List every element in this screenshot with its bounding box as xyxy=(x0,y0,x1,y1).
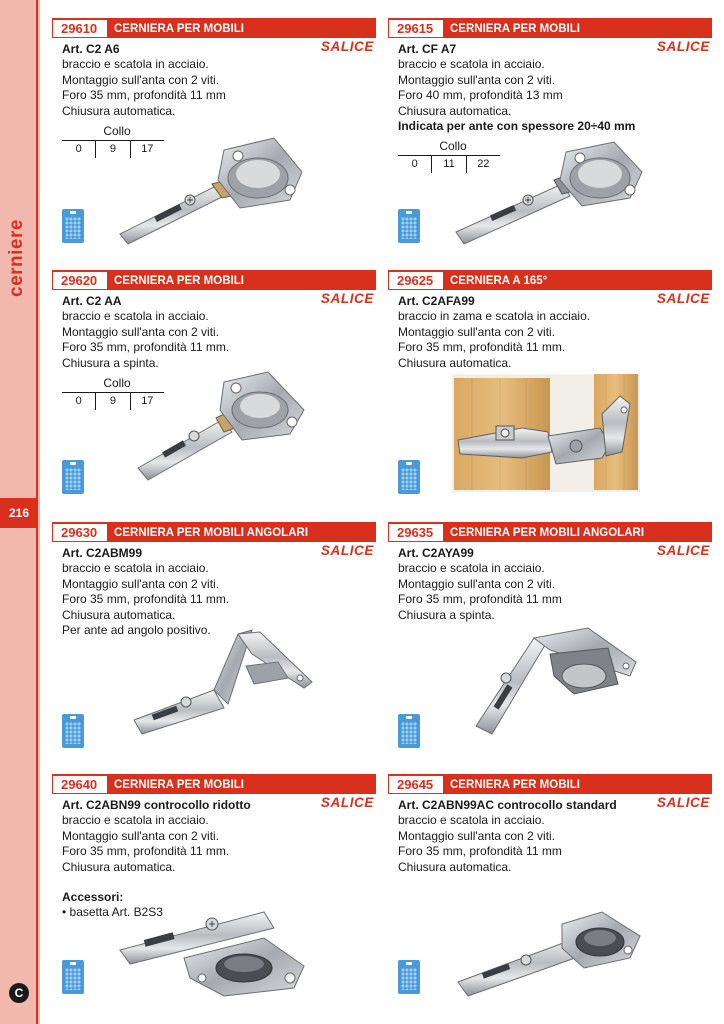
desc-line: Montaggio sull'anta con 2 viti. xyxy=(398,72,556,87)
blister-tag-icon xyxy=(62,209,84,243)
product-card-29635 xyxy=(388,522,712,754)
product-title: CERNIERA PER MOBILI ANGOLARI xyxy=(444,524,712,542)
desc-line: Foro 35 mm, profondità 11 mm. xyxy=(62,592,230,607)
product-description xyxy=(398,294,590,371)
collo-label: Collo xyxy=(103,124,131,138)
hinge-photo xyxy=(128,626,314,738)
blister-tag-icon xyxy=(398,714,420,748)
product-description xyxy=(62,294,229,371)
collo-value: 17 xyxy=(141,395,154,407)
product-title: CERNIERA PER MOBILI xyxy=(444,776,712,794)
brand-logo: SALICE xyxy=(656,291,710,306)
blister-tag-icon xyxy=(398,209,420,243)
article-number: Art. CF A7 xyxy=(398,42,457,56)
desc-line: Foro 35 mm, profondità 11 mm. xyxy=(62,844,230,859)
card-header xyxy=(388,18,712,38)
desc-line: Montaggio sull'anta con 2 viti. xyxy=(398,576,556,591)
collo-value: 17 xyxy=(141,143,154,155)
desc-line: Montaggio sull'anta con 2 viti. xyxy=(398,828,556,843)
usage-note: Indicata per ante con spessore 20÷40 mm xyxy=(398,119,636,134)
product-title: CERNIERA PER MOBILI xyxy=(108,776,376,794)
accessory-item: • basetta Art. B2S3 xyxy=(62,905,163,920)
desc-line: braccio e scatola in acciaio. xyxy=(62,813,209,828)
hinge-photo xyxy=(132,370,308,482)
desc-line: braccio e scatola in acciaio. xyxy=(398,57,545,72)
desc-line: Montaggio sull'anta con 2 viti. xyxy=(62,72,220,87)
card-header xyxy=(388,270,712,290)
card-header xyxy=(388,774,712,794)
product-card-29625 xyxy=(388,270,712,502)
desc-line: Chiusura automatica. xyxy=(62,103,176,118)
brand-logo: SALICE xyxy=(320,39,374,54)
hinge-on-wood-photo xyxy=(452,374,640,492)
product-code: 29615 xyxy=(388,20,444,38)
product-title: CERNIERA PER MOBILI ANGOLARI xyxy=(108,524,376,542)
brand-logo: SALICE xyxy=(320,291,374,306)
card-header xyxy=(388,522,712,542)
desc-line: Foro 35 mm, profondità 11 mm xyxy=(398,592,562,607)
blister-tag-icon xyxy=(62,714,84,748)
desc-line: braccio e scatola in acciaio. xyxy=(398,813,545,828)
desc-line: Per ante ad angolo positivo. xyxy=(62,623,211,638)
product-card-29645 xyxy=(388,774,712,1006)
collo-value: 22 xyxy=(477,158,490,170)
collo-value: 11 xyxy=(432,156,466,173)
brand-logo: SALICE xyxy=(656,543,710,558)
desc-line: Montaggio sull'anta con 2 viti. xyxy=(62,828,220,843)
collo-value: 9 xyxy=(96,393,130,410)
collo-label: Collo xyxy=(439,139,467,153)
accessories-title: Accessori: xyxy=(62,890,124,905)
desc-line: braccio e scatola in acciaio. xyxy=(62,309,209,324)
card-header xyxy=(52,774,376,794)
product-code: 29635 xyxy=(388,524,444,542)
product-title: CERNIERA A 165° xyxy=(444,272,712,290)
product-description xyxy=(398,546,562,623)
desc-line: Foro 35 mm, profondità 11 mm xyxy=(398,844,562,859)
desc-line: Montaggio sull'anta con 2 viti. xyxy=(62,576,220,591)
product-title: CERNIERA PER MOBILI xyxy=(108,272,376,290)
desc-line: Chiusura automatica. xyxy=(398,355,512,370)
desc-line: Chiusura automatica. xyxy=(62,859,176,874)
desc-line: Montaggio sull'anta con 2 viti. xyxy=(62,324,220,339)
product-card-29615 xyxy=(388,18,712,250)
article-number: Art. C2ABN99AC controcollo standard xyxy=(398,798,617,812)
page-number: 216 xyxy=(0,498,38,528)
product-card-29640 xyxy=(52,774,376,1006)
product-description xyxy=(398,798,617,875)
desc-line: Chiusura automatica. xyxy=(62,607,176,622)
hinge-photo xyxy=(452,910,644,1002)
brand-logo: SALICE xyxy=(656,795,710,810)
brand-logo: SALICE xyxy=(320,543,374,558)
product-card-29620 xyxy=(52,270,376,502)
product-code: 29625 xyxy=(388,272,444,290)
desc-line: Chiusura automatica. xyxy=(398,103,512,118)
product-code: 29620 xyxy=(52,272,108,290)
product-title: CERNIERA PER MOBILI xyxy=(444,20,712,38)
product-code: 29610 xyxy=(52,20,108,38)
card-header xyxy=(52,18,376,38)
desc-line: braccio e scatola in acciaio. xyxy=(62,57,209,72)
product-code: 29645 xyxy=(388,776,444,794)
desc-line: Chiusura a spinta. xyxy=(398,607,495,622)
desc-line: Chiusura automatica. xyxy=(398,859,512,874)
article-number: Art. C2ABN99 controcollo ridotto xyxy=(62,798,251,812)
section-label: cerniere xyxy=(6,219,27,297)
product-card-29630 xyxy=(52,522,376,754)
desc-line: Foro 40 mm, profondità 13 mm xyxy=(398,88,563,103)
card-header xyxy=(52,270,376,290)
product-description xyxy=(62,546,229,638)
collo-value: 0 xyxy=(62,393,96,410)
brand-logo: SALICE xyxy=(656,39,710,54)
product-title: CERNIERA PER MOBILI xyxy=(108,20,376,38)
collo-value: 9 xyxy=(96,141,130,158)
desc-line: Montaggio sull'anta con 2 viti. xyxy=(398,324,556,339)
desc-line: Foro 35 mm, profondità 11 mm xyxy=(62,88,226,103)
hinge-photo xyxy=(114,902,310,1002)
hinge-photo xyxy=(470,624,640,740)
collo-label: Collo xyxy=(103,376,131,390)
article-number: Art. C2AFA99 xyxy=(398,294,475,308)
product-code: 29640 xyxy=(52,776,108,794)
desc-line: braccio e scatola in acciaio. xyxy=(62,561,209,576)
desc-line: Foro 35 mm, profondità 11 mm. xyxy=(62,340,230,355)
hinge-photo xyxy=(450,140,646,246)
article-number: Art. C2AYA99 xyxy=(398,546,474,560)
blister-tag-icon xyxy=(62,960,84,994)
article-number: Art. C2 AA xyxy=(62,294,122,308)
blister-tag-icon xyxy=(62,460,84,494)
product-description xyxy=(62,42,226,119)
article-number: Art. C2ABM99 xyxy=(62,546,143,560)
publisher-logo-icon: C xyxy=(9,983,29,1003)
hinge-photo xyxy=(114,136,308,246)
collo-value: 0 xyxy=(398,156,432,173)
article-number: Art. C2 A6 xyxy=(62,42,120,56)
brand-logo: SALICE xyxy=(320,795,374,810)
desc-line: braccio e scatola in acciaio. xyxy=(398,561,545,576)
blister-tag-icon xyxy=(398,960,420,994)
desc-line: Chiusura a spinta. xyxy=(62,355,159,370)
blister-tag-icon xyxy=(398,460,420,494)
product-description xyxy=(398,42,635,134)
desc-line: Foro 35 mm, profondità 11 mm. xyxy=(398,340,566,355)
product-code: 29630 xyxy=(52,524,108,542)
collo-value: 0 xyxy=(62,141,96,158)
card-header xyxy=(52,522,376,542)
product-card-29610 xyxy=(52,18,376,250)
desc-line: braccio in zama e scatola in acciaio. xyxy=(398,309,591,324)
